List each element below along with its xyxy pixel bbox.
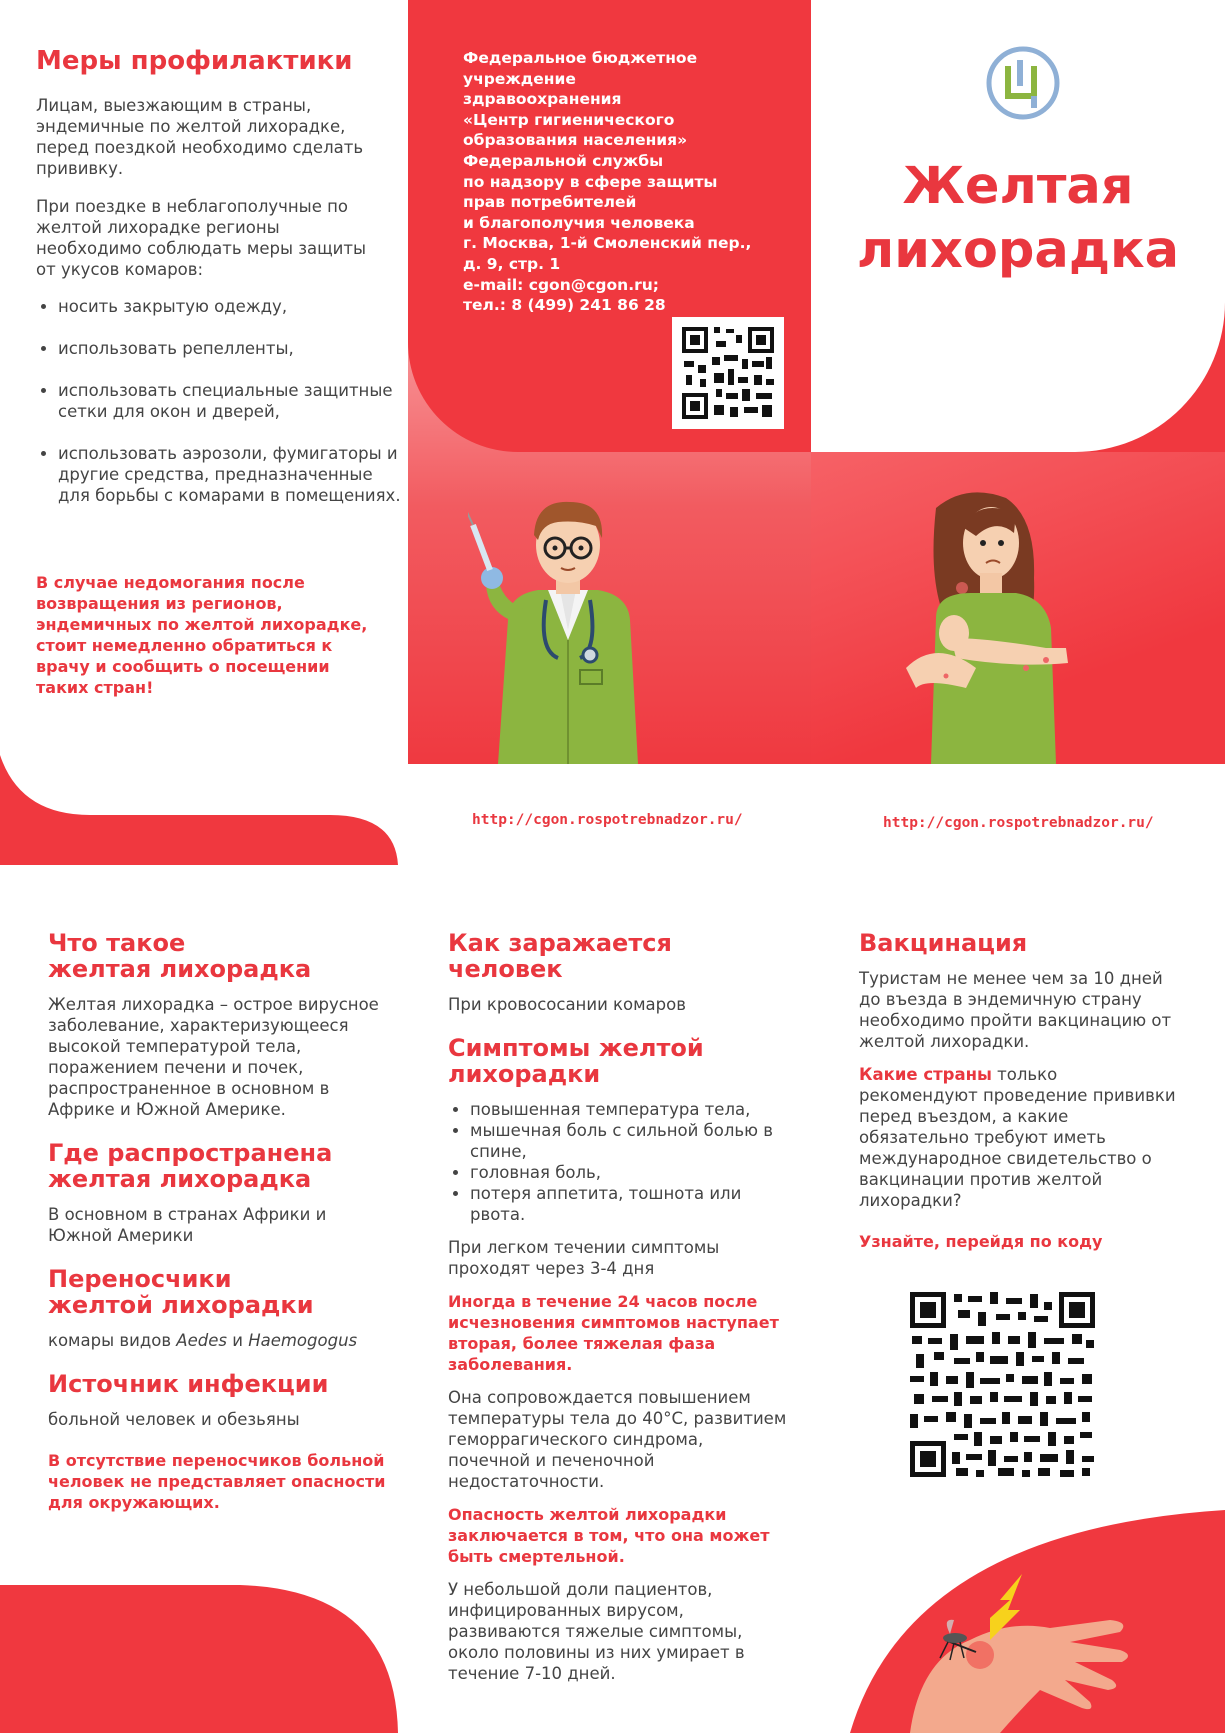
list-item: • потеря аппетита, тошнота или рвота. [470,1183,788,1225]
list-item: • повышенная температура тела, [470,1099,788,1120]
section-text: При легком течении симптомы проходят через 3-4 дня [448,1238,720,1278]
org-line: прав потребителей [463,193,637,212]
list-item: • мышечная боль с сильной болью в спине, [470,1120,788,1162]
text-part: и [226,1331,249,1350]
section-text: Желтая лихорадка – острое вирусное заболевание, характеризующееся высокой температурой тела, поражением печени и почек, распространенное в основном в Африке и Южной Америке. [48,995,379,1119]
section-text: Туристам не менее чем за 10 дней до въезда в эндемичную страну необходимо пройти вакцинацию от желтой лихорадки. [859,969,1172,1051]
section-text: У небольшой доли пациентов, инфицированных вирусом, развиваются тяжелые симптомы, около половины из них умирает в течение 7-10 дней. [448,1580,745,1683]
mosquito-bite-illustration [850,1510,1225,1733]
prevention-title: Меры профилактики [36,46,353,76]
text-part: комары видов [48,1331,177,1350]
title-line: Желтая [902,157,1134,216]
column-infection [448,930,788,1684]
main-title [811,155,1225,283]
list-item: • использовать специальные защитные сетки для окон и дверей, [58,380,403,422]
org-line: «Центр гигиенического [463,110,675,129]
column-vaccination [859,930,1179,1252]
org-line: Федеральное бюджетное [463,49,698,67]
section-text: При кровососании комаров [448,995,686,1014]
cgon-logo-icon [984,44,1062,122]
prevention-warning: В случае недомогания после возвращения из регионов, эндемичных по желтой лихорадке, стоит немедленно обратиться к врачу и сообщить о посещении таких стран! [36,573,368,697]
column-about [48,930,388,1513]
org-line: по надзору в сфере защиты [463,172,718,191]
list-item: • использовать аэрозоли, фумигаторы и другие средства, предназначенные для борьбы с комарами в помещениях. [58,443,403,506]
symptoms-list [448,1099,788,1225]
list-item: • носить закрытую одежду, [58,296,403,317]
prevention-list [36,296,403,527]
section-heading: Переносчики желтой лихорадки [48,1265,314,1319]
warning-text: Опасность желтой лихорадки заключается в том, что она может быть смертельной. [448,1505,770,1566]
section-heading: Где распространена желтая лихорадка [48,1139,333,1193]
text-part: только рекомендуют проведение прививки перед въездом, а какие обязательно требуют иметь международное свидетельство о вакцинации против желтой лихорадки? [859,1065,1176,1210]
section-text: Она сопровождается повышением температуры тела до 40°С, развитием геморрагического синдрома, почечной и печеночной недостаточности. [448,1388,787,1491]
org-line: д. 9, стр. 1 [463,254,561,273]
website-link[interactable]: http://cgon.rospotrebnadzor.ru/ [883,815,1154,831]
species-name: Haemogogus [248,1331,358,1350]
org-line: г. Москва, 1-й Смоленский пер., [463,234,752,253]
org-line: и благополучия человека [463,213,695,232]
website-link[interactable]: http://cgon.rospotrebnadzor.ru/ [472,812,743,828]
highlight-text: Какие страны [859,1065,992,1084]
org-line: учреждение [463,69,576,88]
qr-code-icon[interactable] [910,1292,1095,1477]
warning-text: Иногда в течение 24 часов после исчезновения симптомов наступает вторая, более тяжелая фаза заболевания. [448,1292,779,1374]
doctor-illustration [468,490,668,764]
section-text [48,1330,388,1351]
patient-illustration [896,488,1096,764]
org-line: здравоохранения [463,90,622,109]
prevention-paragraph-1: Лицам, выезжающим в страны, эндемичные по желтой лихорадке, перед поездкой необходимо сделать прививку. [36,96,364,178]
prevention-paragraph-2: При поездке в неблагополучные по желтой лихорадке регионы необходимо соблюдать меры защиты от укусов комаров: [36,197,366,279]
org-line: образования населения» [463,131,688,150]
species-name: Aedes [176,1331,227,1350]
call-to-action: Узнайте, перейдя по коду [859,1232,1103,1251]
decorative-wave-bottom-left [0,1580,400,1733]
org-line: Федеральной службы [463,151,664,170]
org-info [463,48,803,316]
org-panel [408,0,811,764]
warning-text: В отсутствие переносчиков больной человек не представляет опасности для окружающих. [48,1451,386,1512]
section-heading: Источник инфекции [48,1370,329,1398]
list-item: • головная боль, [470,1162,788,1183]
section-heading: Как заражается человек [448,929,672,983]
section-heading: Симптомы желтой лихорадки [448,1034,704,1088]
section-heading: Вакцинация [859,929,1028,957]
org-email: e-mail: cgon@cgon.ru; [463,275,659,294]
section-heading: Что такое желтая лихорадка [48,929,312,983]
section-text: В основном в странах Африки и Южной Америки [48,1205,327,1245]
title-line: лихорадка [856,221,1180,280]
cover-panel [811,0,1225,764]
qr-code-icon[interactable] [672,317,784,429]
decorative-wave-top-left [0,755,400,865]
section-text [859,1064,1179,1211]
org-phone: тел.: 8 (499) 241 86 28 [463,296,666,315]
section-text: больной человек и обезьяны [48,1410,300,1429]
list-item: • использовать репелленты, [58,338,403,359]
